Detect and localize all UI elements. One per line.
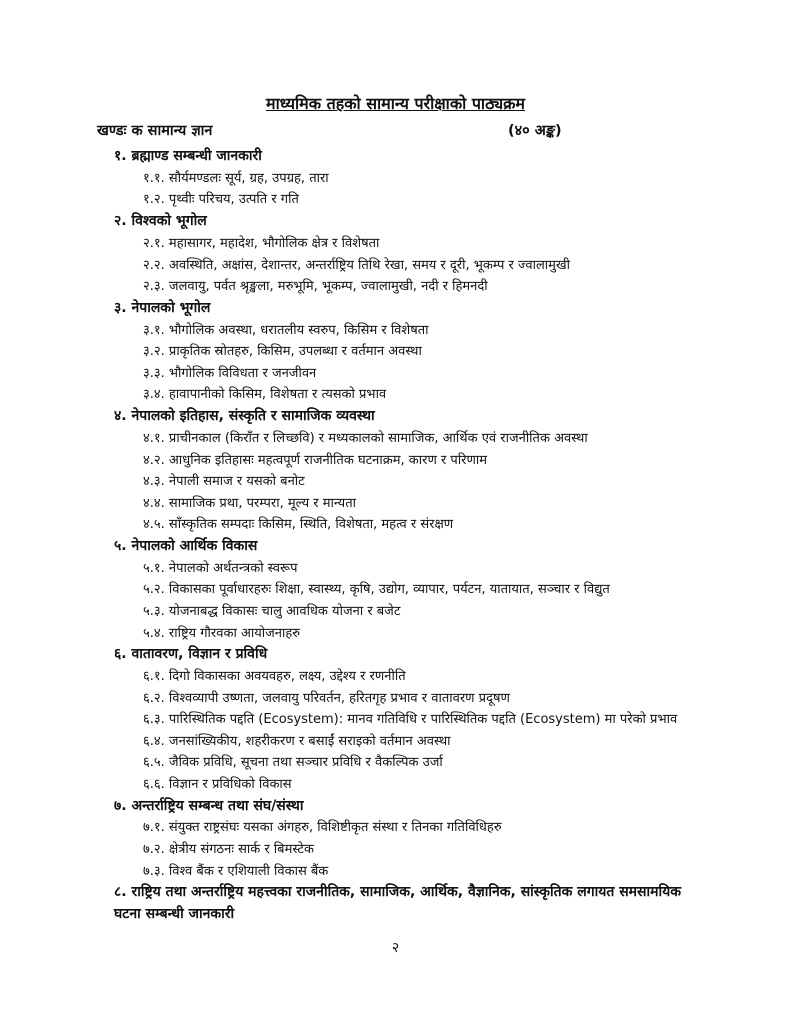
list-item: ३.१. भौगोलिक अवस्था, धरातलीय स्वरुप, किसिम र विशेषता: [143, 322, 429, 338]
section-group-label: खण्डः क सामान्य ज्ञान: [97, 123, 213, 139]
list-item: ३.३. भौगोलिक विविधता र जनजीवन: [143, 365, 317, 381]
section-heading: ४. नेपालको इतिहास, संस्कृति र सामाजिक व्यवस्था: [114, 408, 375, 425]
list-item: २.३. जलवायु, पर्वत श्रृङ्खला, मरुभूमि, भूकम्प, ज्वालामुखी, नदी र हिमनदी: [143, 279, 488, 295]
page-title: माध्यमिक तहको सामान्य परीक्षाको पाठ्यक्रम: [266, 94, 525, 113]
list-item: ६.१. दिगो विकासका अवयवहरु, लक्ष्य, उद्देश्य र रणनीति: [143, 669, 406, 685]
list-item: ४.४. सामाजिक प्रथा, परम्परा, मूल्य र मान्यता: [143, 495, 356, 511]
section-heading: ८. राष्ट्रिय तथा अन्तर्राष्ट्रिय महत्त्वका राजनीतिक, सामाजिक, आर्थिक, वैज्ञानिक, सांस्कृतिक लगायत समसामयिक घटना सम्बन्धी जानकारी: [114, 884, 681, 923]
list-item: ५.२. विकासका पूर्वाधारहरुः शिक्षा, स्वास्थ्य, कृषि, उद्योग, व्यापार, पर्यटन, यातायात, सञ्चार र विद्युत: [143, 582, 610, 598]
list-item: ६.३. पारिस्थितिक पद्दति (Ecosystem): मानव गतिविधि र पारिस्थितिक पद्दति (Ecosystem) मा परेको प्रभाव: [143, 712, 678, 728]
list-item: ६.२. विश्वव्यापी उष्णता, जलवायु परिवर्तन, हरितगृह प्रभाव र वातावरण प्रदूषण: [143, 690, 510, 706]
list-item: ६.५. जैविक प्रविधि, सूचना तथा सञ्चार प्रविधि र वैकल्पिक उर्जा: [143, 755, 443, 771]
section-heading: ७. अन्तर्राष्ट्रिय सम्बन्ध तथा संघ/संस्था: [114, 797, 304, 814]
section-heading: १. ब्रह्माण्ड सम्बन्धी जानकारी: [114, 148, 262, 164]
list-item: ७.२. क्षेत्रीय संगठनः सार्क र बिमस्टेक: [143, 842, 314, 858]
list-item: ४.१. प्राचीनकाल (किराँत र लिच्छवि) र मध्यकालको सामाजिक, आर्थिक एवं राजनीतिक अवस्था: [143, 430, 588, 446]
list-item: २.१. महासागर, महादेश, भौगोलिक क्षेत्र र विशेषता: [143, 235, 380, 251]
list-item: ६.६. विज्ञान र प्रविधिको विकास: [143, 777, 292, 792]
page-number: २: [391, 940, 400, 956]
list-item: १.१. सौर्यमण्डलः सूर्य, ग्रह, उपग्रह, तारा: [143, 170, 329, 186]
section-heading: ६. वातावरण, विज्ञान र प्रविधि: [114, 646, 268, 663]
list-item: ७.१. संयुक्त राष्ट्रसंघः यसका अंगहरु, विशिष्टीकृत संस्था र तिनका गतिविधिहरु: [143, 820, 502, 836]
list-item: ७.३. विश्व बैंक र एशियाली विकास बैंक: [143, 863, 329, 879]
syllabus-sections: [0, 146, 791, 926]
list-item: २.२. अवस्थिति, अक्षांस, देशान्तर, अन्तर्राष्ट्रिय तिथि रेखा, समय र दूरी, भूकम्प र ज्वालामुखी: [143, 257, 570, 273]
section-heading: २. विश्वको भूगोल: [114, 213, 207, 230]
list-item: ४.२. आधुनिक इतिहासः महत्वपूर्ण राजनीतिक घटनाक्रम, कारण र परिणाम: [143, 452, 488, 468]
marks-label: (४० अङ्क): [508, 123, 562, 139]
list-item: ५.१. नेपालको अर्थतन्त्रको स्वरूप: [143, 560, 298, 576]
list-item: ३.२. प्राकृतिक स्रोतहरु, किसिम, उपलब्धा र वर्तमान अवस्था: [143, 344, 422, 360]
list-item: १.२. पृथ्वीः परिचय, उत्पति र गति: [143, 192, 299, 208]
list-item: ५.३. योजनाबद्ध विकासः चालु आवधिक योजना र बजेट: [143, 603, 401, 619]
list-item: ५.४. राष्ट्रिय गौरवका आयोजनाहरु: [143, 625, 301, 641]
list-item: ६.४. जनसांख्यिकीय, शहरीकरण र बसाईं सराइको वर्तमान अवस्था: [143, 733, 451, 749]
list-item: ३.४. हावापानीको किसिम, विशेषता र त्यसको प्रभाव: [143, 387, 387, 403]
section-heading: ५. नेपालको आर्थिक विकास: [114, 537, 258, 554]
list-item: ४.३. नेपाली समाज र यसको बनोट: [143, 474, 305, 490]
section-heading: ३. नेपालको भूगोल: [114, 299, 211, 316]
list-item: ४.५. साँस्कृतिक सम्पदाः किसिम, स्थिति, विशेषता, महत्व र संरक्षण: [143, 517, 454, 533]
